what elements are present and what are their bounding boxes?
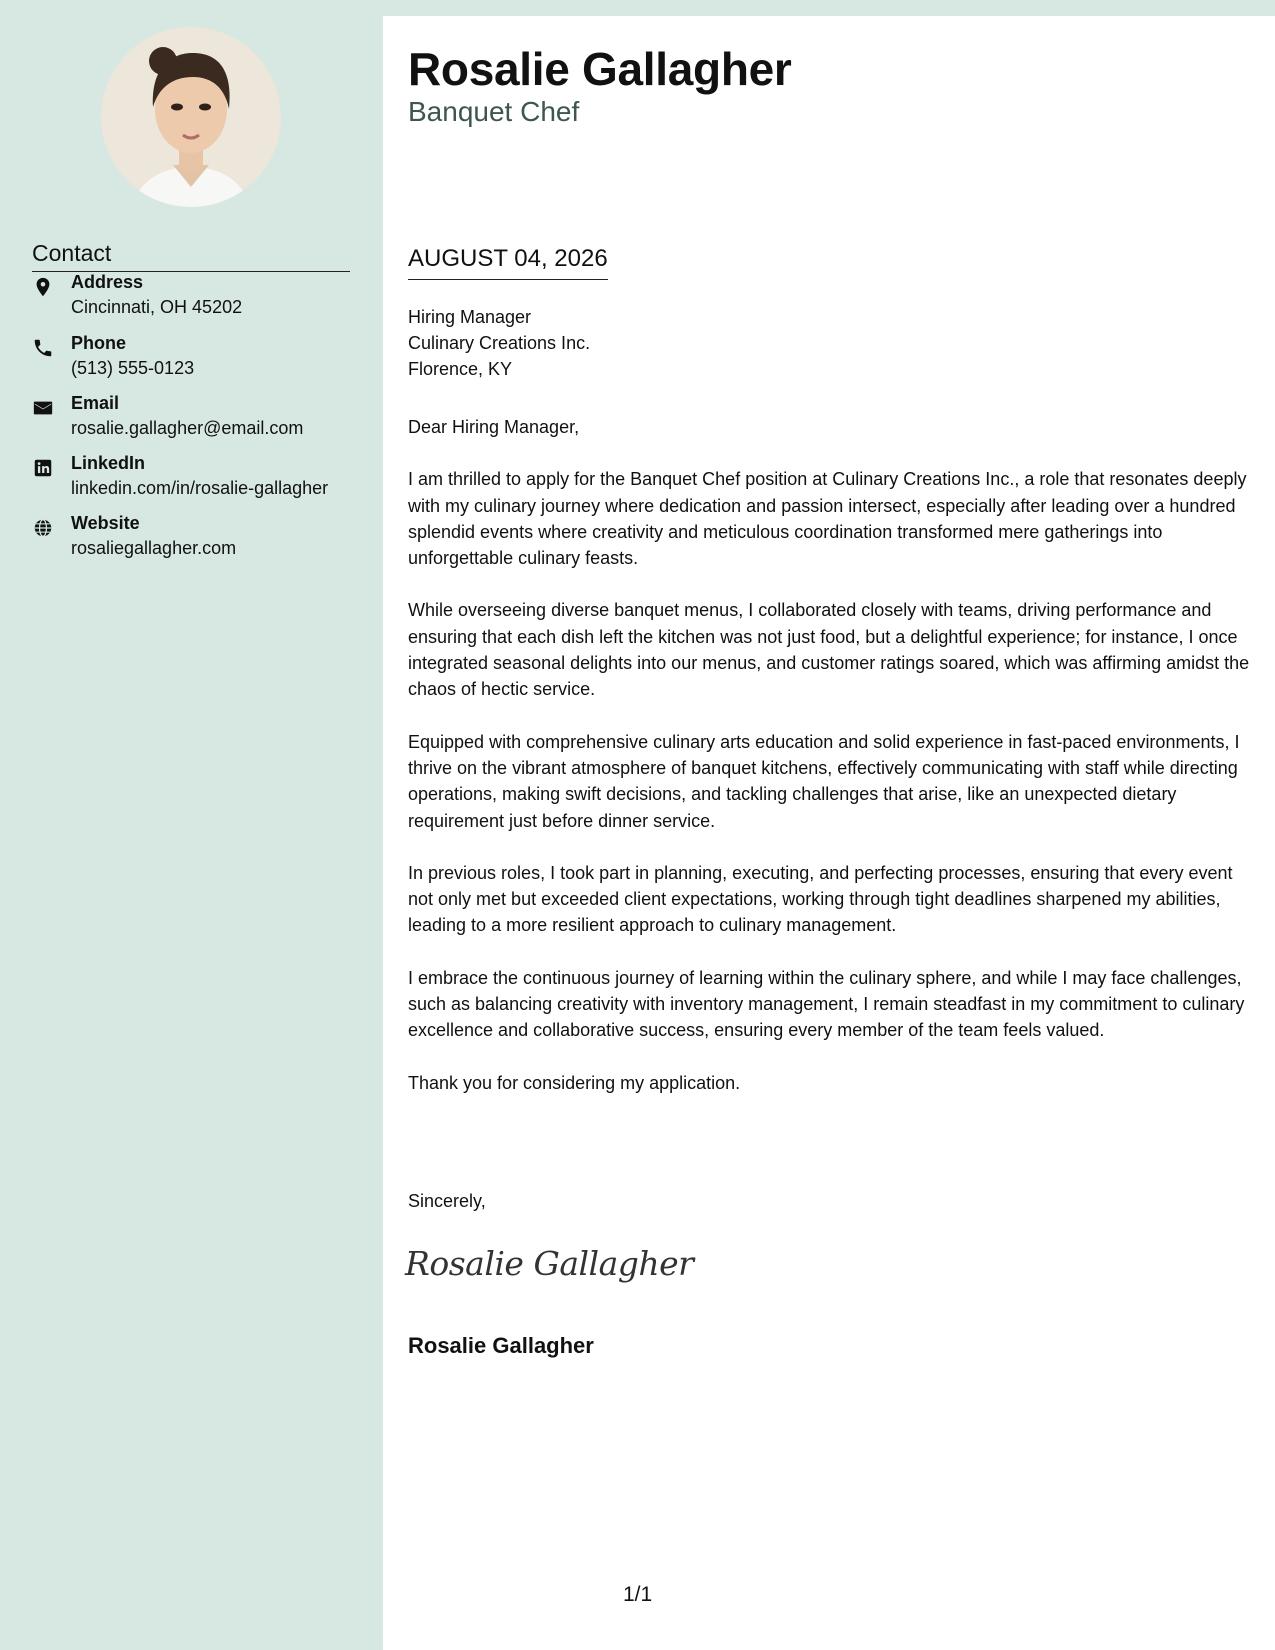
- signed-name: Rosalie Gallagher: [408, 1333, 594, 1358]
- contact-label: Email: [71, 393, 120, 413]
- contact-value: rosaliegallagher.com: [71, 538, 237, 558]
- recipient-line: Culinary Creations Inc.: [408, 333, 591, 353]
- body-paragraph: Thank you for considering my application.: [408, 1072, 741, 1093]
- contact-label: Phone: [71, 333, 127, 353]
- contact-value: Cincinnati, OH 45202: [71, 297, 243, 317]
- contact-heading: Contact: [32, 240, 350, 272]
- body-paragraph: While overseeing diverse banquet menus, I collaborated closely with teams, driving performance and ensuring that each dish left the kitchen was not just food, but a delightful experience; for instance, I once integrated seasonal delights into our menus, and customer ratings soared, which was affirming amidst the chaos of hectic service.: [408, 600, 1250, 700]
- closing: Sincerely,: [408, 1191, 486, 1211]
- letter-body: [408, 414, 1250, 1122]
- portrait-illustration: [101, 27, 281, 207]
- body-paragraph: Equipped with comprehensive culinary arts education and solid experience in fast-paced environments, I thrive on the vibrant atmosphere of banquet kitchens, effectively communicating with staff while directing operations, making swift decisions, and tackling challenges that arise, like an unexpected dietary requirement just before dinner service.: [408, 731, 1240, 831]
- recipient-line: Hiring Manager: [408, 307, 532, 327]
- applicant-name: Rosalie Gallagher: [408, 43, 792, 95]
- recipient-line: Florence, KY: [408, 359, 513, 379]
- recipient-block: [408, 304, 590, 382]
- phone-icon: [32, 337, 54, 359]
- contact-label: Address: [71, 272, 144, 292]
- body-paragraph: I embrace the continuous journey of learning within the culinary sphere, and while I may face challenges, such as balancing creativity with inventory management, I remain steadfast in my commitment to culinary excellence and collaborative success, ensuring every member of the team feels valued.: [408, 967, 1245, 1041]
- handwritten-signature: Rosalie Gallagher: [405, 1244, 694, 1283]
- contact-label: Website: [71, 513, 140, 533]
- linkedin-icon: [32, 457, 54, 479]
- letter-date: AUGUST 04, 2026: [408, 245, 608, 280]
- contact-value: linkedin.com/in/rosalie-gallagher: [71, 478, 329, 498]
- body-paragraph: I am thrilled to apply for the Banquet Chef position at Culinary Creations Inc., a role that resonates deeply with my culinary journey where dedication and passion intersect, especially after leading over a hundred splendid events where creativity and meticulous coordination transformed mere gatherings into unforgettable culinary feasts.: [408, 469, 1247, 569]
- body-paragraph: In previous roles, I took part in planning, executing, and perfecting processes, ensuring that every event not only met but exceeded client expectations, working through tight deadlines sharpened my abilities, leading to a more resilient approach to culinary management.: [408, 862, 1233, 936]
- sidebar: [0, 0, 383, 1650]
- contact-label: LinkedIn: [71, 453, 146, 473]
- envelope-icon: [32, 397, 54, 419]
- profile-photo: [101, 27, 281, 207]
- globe-icon: [32, 517, 54, 539]
- salutation: Dear Hiring Manager,: [408, 417, 580, 437]
- location-pin-icon: [32, 276, 54, 298]
- job-title: Banquet Chef: [408, 96, 580, 127]
- contact-value: rosalie.gallagher@email.com: [71, 418, 304, 438]
- contact-value: (513) 555-0123: [71, 358, 195, 378]
- letter-main: [383, 16, 1275, 1650]
- page-number: 1/1: [623, 1583, 653, 1606]
